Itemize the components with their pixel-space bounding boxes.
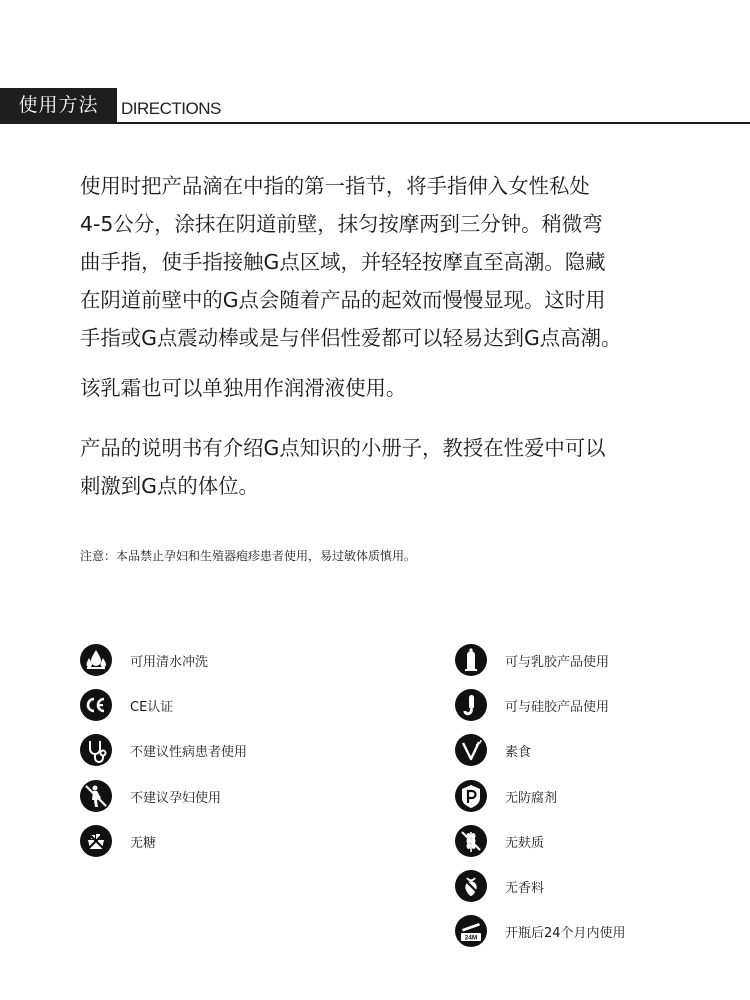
feature-24m-after-opening: [455, 915, 626, 947]
feature-label: 无香料: [505, 880, 545, 896]
ce-mark-icon: [80, 689, 112, 721]
feature-label: CE认证: [130, 699, 174, 715]
feature-label: 不建议性病患者使用: [130, 744, 248, 760]
section-header: [0, 88, 750, 124]
feature-label: 不建议孕妇使用: [130, 790, 222, 806]
directions-paragraph-3: [80, 429, 730, 505]
feature-latex-compatible: [455, 644, 609, 676]
paragraph-line: 使用时把产品滴在中指的第一指节，将手指伸入女性私处: [80, 174, 590, 198]
feature-ce-certified: [80, 689, 173, 721]
latex-condom-icon: [455, 644, 487, 676]
feature-label: 开瓶后24个月内使用: [505, 925, 626, 941]
paragraph-line: 产品的说明书有介绍G点知识的小册子，教授在性爱中可以: [80, 436, 606, 460]
no-sugar-icon: [80, 825, 112, 857]
directions-paragraph-1: [80, 167, 730, 357]
header-divider: [0, 122, 750, 124]
paragraph-line: 4-5公分，涂抹在阴道前壁，抹匀按摩两到三分钟。稍微弯: [80, 212, 603, 236]
feature-preservative-free: [455, 780, 557, 812]
vegan-icon: [455, 734, 487, 766]
24m-badge-text: 24M: [464, 934, 478, 942]
caution-note: 注意：本品禁止孕妇和生殖器疱疹患者使用，易过敏体质慎用。: [80, 549, 417, 563]
section-subtitle: DIRECTIONS: [121, 99, 221, 118]
feature-silicone-compatible: [455, 689, 609, 721]
paragraph-line: 该乳霜也可以单独用作润滑液使用。: [80, 376, 407, 400]
feature-label: 无防腐剂: [505, 790, 558, 806]
section-title: 使用方法: [0, 88, 117, 122]
feature-label: 可与乳胶产品使用: [505, 654, 610, 670]
feature-label: 无麸质: [505, 835, 545, 851]
paragraph-line: 在阴道前壁中的G点会随着产品的起效而慢慢显现。这时用: [80, 288, 606, 312]
feature-not-for-pregnant: [80, 780, 221, 812]
feature-label: 素食: [505, 744, 532, 760]
directions-paragraph-2: [80, 369, 730, 407]
feature-label: 可与硅胶产品使用: [505, 699, 610, 715]
feature-gluten-free: [455, 825, 544, 857]
gluten-free-icon: [455, 825, 487, 857]
paragraph-line: 刺激到G点的体位。: [80, 474, 259, 498]
paragraph-line: 手指或G点震动棒或是与伴侣性爱都可以轻易达到G点高潮。: [80, 326, 622, 350]
feature-label: 可用清水冲洗: [130, 654, 209, 670]
no-fragrance-icon: [455, 870, 487, 902]
feature-not-for-std: [80, 734, 247, 766]
24m-jar-icon: [455, 915, 487, 947]
feature-vegan: [455, 734, 531, 766]
feature-fragrance-free: [455, 870, 544, 902]
water-drops-icon: [80, 644, 112, 676]
stethoscope-icon: [80, 734, 112, 766]
feature-label: 无糖: [130, 835, 157, 851]
no-pregnant-icon: [80, 780, 112, 812]
silicone-toy-icon: [455, 689, 487, 721]
paragraph-line: 曲手指，使手指接触G点区域，并轻轻按摩直至高潮。隐藏: [80, 250, 606, 274]
no-preservative-icon: [455, 780, 487, 812]
feature-sugar-free: [80, 825, 156, 857]
feature-water-washable: [80, 644, 208, 676]
